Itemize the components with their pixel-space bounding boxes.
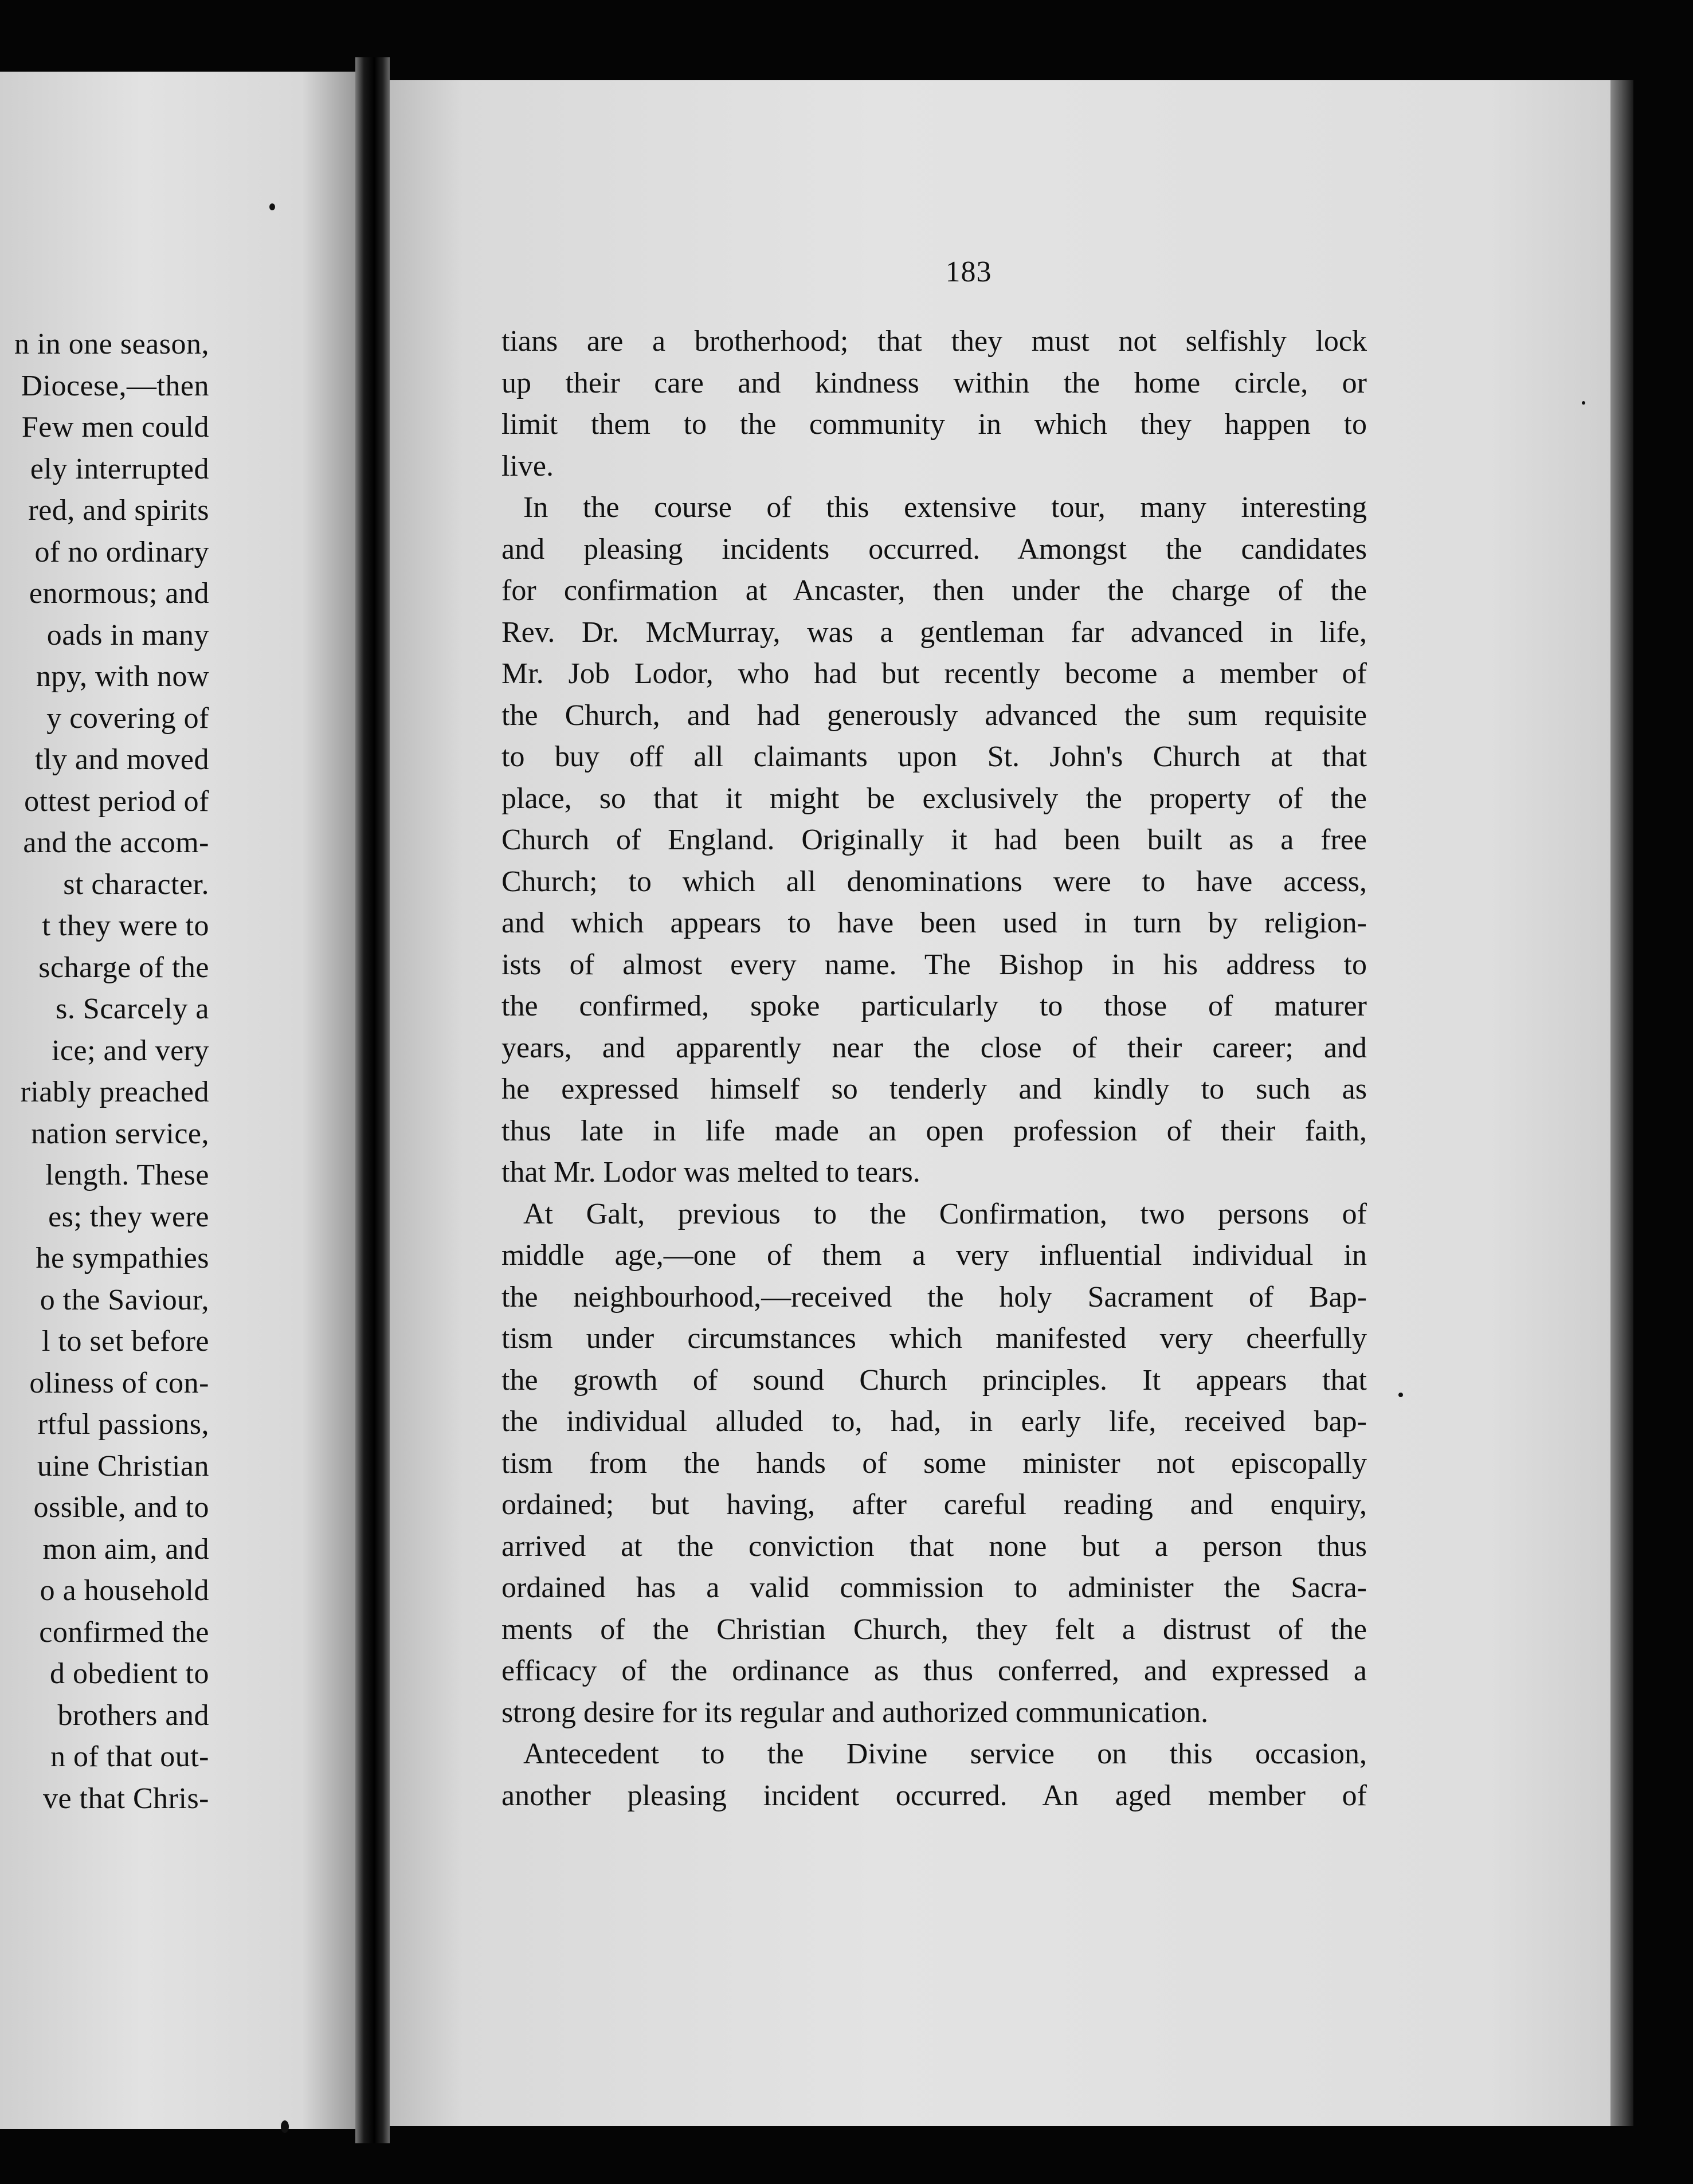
text-line: and which appears to have been used in turn by religion- bbox=[501, 907, 1367, 939]
left-line: y covering of bbox=[46, 701, 209, 735]
right-page bbox=[390, 80, 1610, 2126]
text-line: the Church, and had generously advanced the sum requisite bbox=[501, 699, 1367, 732]
text-line: ments of the Christian Church, they felt a distrust of the bbox=[501, 1613, 1367, 1646]
text-line: tism from the hands of some minister not episcopally bbox=[501, 1446, 1367, 1480]
left-line: es; they were bbox=[48, 1200, 209, 1233]
text-line: the growth of sound Church principles. It appears that bbox=[501, 1363, 1367, 1397]
text-line: strong desire for its regular and authorized communication. bbox=[501, 1696, 1209, 1729]
text-line: limit them to the community in which they happen to bbox=[501, 408, 1367, 441]
text-line: up their care and kindness within the home circle, or bbox=[501, 366, 1367, 399]
left-line: tly and moved bbox=[34, 743, 209, 776]
text-line: efficacy of the ordinance as thus conferred, and expressed a bbox=[501, 1654, 1367, 1687]
text-line: Mr. Job Lodor, who had but recently become a member of bbox=[501, 657, 1367, 690]
dust-speck bbox=[1398, 1393, 1403, 1397]
left-line: mon aim, and bbox=[42, 1532, 209, 1566]
left-line: t they were to bbox=[42, 909, 209, 942]
left-line: ottest period of bbox=[24, 785, 209, 818]
left-line: o a household bbox=[40, 1574, 209, 1607]
text-line: thus late in life made an open profession of their faith, bbox=[501, 1114, 1367, 1147]
left-line: of no ordinary bbox=[34, 535, 209, 568]
text-line: another pleasing incident occurred. An aged member of bbox=[501, 1779, 1367, 1812]
left-line: length. These bbox=[45, 1159, 209, 1191]
page-body bbox=[501, 321, 1367, 1817]
left-line: Diocese,—then bbox=[21, 369, 209, 402]
left-line: n of that out- bbox=[50, 1740, 209, 1773]
paragraph bbox=[501, 487, 1367, 1194]
left-line: brothers and bbox=[57, 1699, 209, 1732]
text-line: middle age,—one of them a very influential individual in bbox=[501, 1239, 1367, 1272]
text-line: that Mr. Lodor was melted to tears. bbox=[501, 1156, 920, 1189]
left-line: d obedient to bbox=[49, 1657, 209, 1690]
text-line: years, and apparently near the close of their career; and bbox=[501, 1031, 1367, 1064]
paragraph bbox=[501, 1194, 1367, 1734]
text-line: tians are a brotherhood; that they must not selfishly lock bbox=[501, 325, 1367, 358]
paragraph bbox=[501, 321, 1367, 487]
left-facing-page bbox=[0, 72, 355, 2129]
text-line: Church; to which all denominations were to have access, bbox=[501, 865, 1367, 898]
left-line: red, and spirits bbox=[28, 494, 209, 527]
text-line: the individual alluded to, had, in early life, received bap- bbox=[501, 1405, 1367, 1438]
left-line: s. Scarcely a bbox=[56, 993, 209, 1025]
left-line: confirmed the bbox=[39, 1616, 209, 1649]
left-line: st character. bbox=[63, 868, 209, 901]
text-line: live. bbox=[501, 449, 554, 483]
paragraph bbox=[501, 1734, 1367, 1817]
text-line: place, so that it might be exclusively the property of the bbox=[501, 782, 1367, 815]
text-line: ists of almost every name. The Bishop in his address to bbox=[501, 948, 1367, 981]
left-line: l to set before bbox=[42, 1325, 209, 1358]
left-line: ely interrupted bbox=[30, 452, 209, 485]
text-line: Antecedent to the Divine service on this occasion, bbox=[523, 1738, 1367, 1770]
text-line: and pleasing incidents occurred. Amongst the candidates bbox=[501, 532, 1367, 566]
text-line: the confirmed, spoke particularly to those of maturer bbox=[501, 990, 1367, 1022]
left-line: uine Christian bbox=[37, 1449, 209, 1483]
dust-speck bbox=[269, 203, 275, 210]
left-line: ve that Chris- bbox=[42, 1782, 209, 1815]
left-line: ossible, and to bbox=[33, 1491, 209, 1524]
text-line: for confirmation at Ancaster, then under the charge of the bbox=[501, 574, 1367, 607]
left-line: n in one season, bbox=[14, 328, 209, 360]
book-gutter bbox=[355, 57, 390, 2143]
left-line: oads in many bbox=[46, 618, 209, 652]
page-edge-shadow bbox=[1610, 80, 1633, 2126]
text-line: Church of England. Originally it had been built as a free bbox=[501, 824, 1367, 856]
left-page-text bbox=[0, 324, 209, 1820]
text-line: Rev. Dr. McMurray, was a gentleman far advanced in life, bbox=[501, 615, 1367, 649]
dust-speck bbox=[281, 2120, 289, 2133]
page-number: 183 bbox=[945, 256, 992, 288]
left-line: ice; and very bbox=[51, 1034, 209, 1067]
left-line: oliness of con- bbox=[29, 1366, 209, 1399]
left-line: he sympathies bbox=[36, 1242, 209, 1275]
text-line: ordained has a valid commission to administer the Sacra- bbox=[501, 1571, 1367, 1604]
text-line: arrived at the conviction that none but a person thus bbox=[501, 1530, 1367, 1563]
text-line: At Galt, previous to the Confirmation, two persons of bbox=[523, 1197, 1367, 1230]
text-line: the neighbourhood,—received the holy Sacrament of Bap- bbox=[501, 1280, 1367, 1313]
text-line: ordained; but having, after careful reading and enquiry, bbox=[501, 1488, 1367, 1521]
left-line: npy, with now bbox=[36, 660, 209, 693]
left-line: Few men could bbox=[21, 411, 209, 444]
left-line: o the Saviour, bbox=[40, 1283, 209, 1316]
text-line: he expressed himself so tenderly and kindly to such as bbox=[501, 1073, 1367, 1105]
text-line: tism under circumstances which manifested very cheerfully bbox=[501, 1322, 1367, 1355]
left-line: enormous; and bbox=[29, 577, 209, 610]
left-line: riably preached bbox=[20, 1076, 209, 1108]
left-line: rtful passions, bbox=[37, 1408, 209, 1441]
left-line: nation service, bbox=[31, 1117, 209, 1150]
text-line: In the course of this extensive tour, many interesting bbox=[523, 491, 1367, 524]
left-line: scharge of the bbox=[38, 951, 209, 984]
left-line: and the accom- bbox=[23, 826, 209, 859]
dust-speck bbox=[1582, 401, 1585, 405]
text-line: to buy off all claimants upon St. John's Church at that bbox=[501, 740, 1367, 773]
